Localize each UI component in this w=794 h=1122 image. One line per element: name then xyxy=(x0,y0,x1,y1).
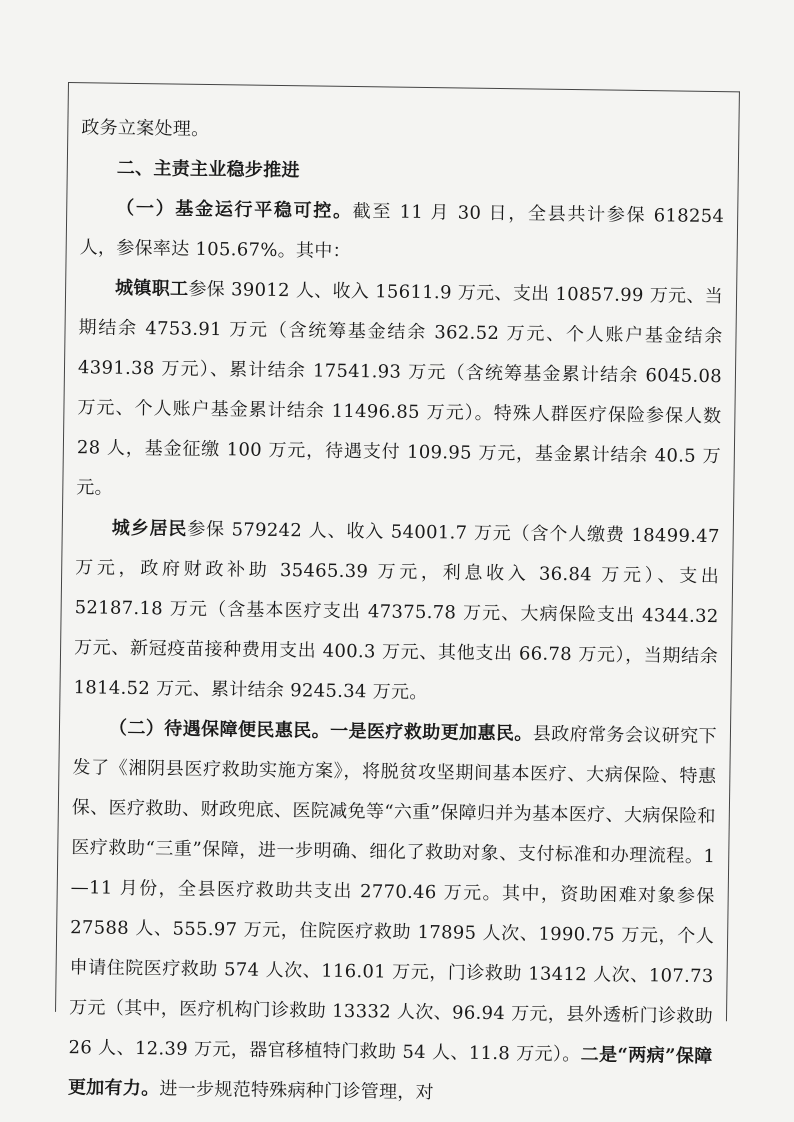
document-body xyxy=(68,108,726,1117)
medical-aid-subheading: 一是医疗救助更加惠民。 xyxy=(329,720,533,745)
urban-employees-text: 参保 39012 人、收入 15611.9 万元、支出 10857.99 万元、当期结余 4753.91 万元（含统筹基金结余 362.52 万元、个人账户基金结余 4391.38 万元）、累计结余 17541.93 万元（含统筹基金累计结余 6045.08 万元、个人账户基金累计结余 11496.85 万元）。特殊人群医疗保险参保人数 28 人，基金征缴 100 万元，待遇支付 109.95 万元，基金累计结余 40.5 万元。 xyxy=(76,278,724,499)
paragraph-urban-employees xyxy=(76,268,723,517)
section2-heading: 二、主责主业稳步推进 xyxy=(116,157,300,182)
two-diseases-text: 进一步规范特殊病种门诊管理，对 xyxy=(159,1078,435,1104)
fund-operation-lead: （一）基金运行平稳可控。 xyxy=(116,197,353,222)
paragraph-residents xyxy=(73,508,720,717)
residents-text: 参保 579242 人、收入 54001.7 万元（含个人缴费 18499.47 万元，政府财政补助 35465.39 万元，利息收入 36.84 万元）、支出 52187.18 万元（含基本医疗支出 47375.78 万元、大病保险支出 4344.32 万元、新冠疫苗接种费用支出 400.3 万元、其他支出 66.78 万元），当期结余 1814.52 万元、累计结余 9245.34 万元。 xyxy=(73,518,720,704)
medical-aid-text: 县政府常务会议研究下发了《湘阴县医疗救助实施方案》，将脱贫攻坚期间基本医疗、大病保险、特惠保、医疗救助、财政兜底、医院减免等“六重”保障归并为基本医疗、大病保险和医疗救助“三重”保障，进一步明确、细化了救助对象、支付标准和办理流程。1—11 月份，全县医疗救助共支出 2770.46 万元。其中，资助困难对象参保 27588 人、555.97 万元，住院医疗救助 17895 人次、1990.75 万元，个人申请住院医疗救助 574 人次、116.01 万元，门诊救助 13412 人次、107.73 万元（其中，医疗机构门诊救助 13332 人次、96.94 万元，县外透析门诊救助 26 人、12.39 万元，器官移植特门救助 54 人、11.8 万元）。 xyxy=(68,723,718,1066)
frame-border-top xyxy=(68,82,740,92)
urban-employees-lead: 城镇职工 xyxy=(114,277,189,300)
paragraph-fund-operation xyxy=(79,188,724,277)
paragraph-benefits xyxy=(68,708,718,1117)
residents-lead: 城乡居民 xyxy=(111,517,188,540)
fund-operation-text: 截至 11 月 30 日，全县共计参保 618254 人，参保率达 105.67%。其中： xyxy=(79,200,725,262)
page-frame xyxy=(55,82,740,1104)
benefits-lead: （二）待遇保障便民惠民。 xyxy=(108,717,331,742)
frame-border-right xyxy=(726,91,740,1021)
continuation-line: 政务立案处理。 xyxy=(81,117,210,140)
frame-border-left xyxy=(55,82,69,1012)
two-diseases-subheading: 二是“两病”保障更加有力。 xyxy=(67,1044,713,1100)
